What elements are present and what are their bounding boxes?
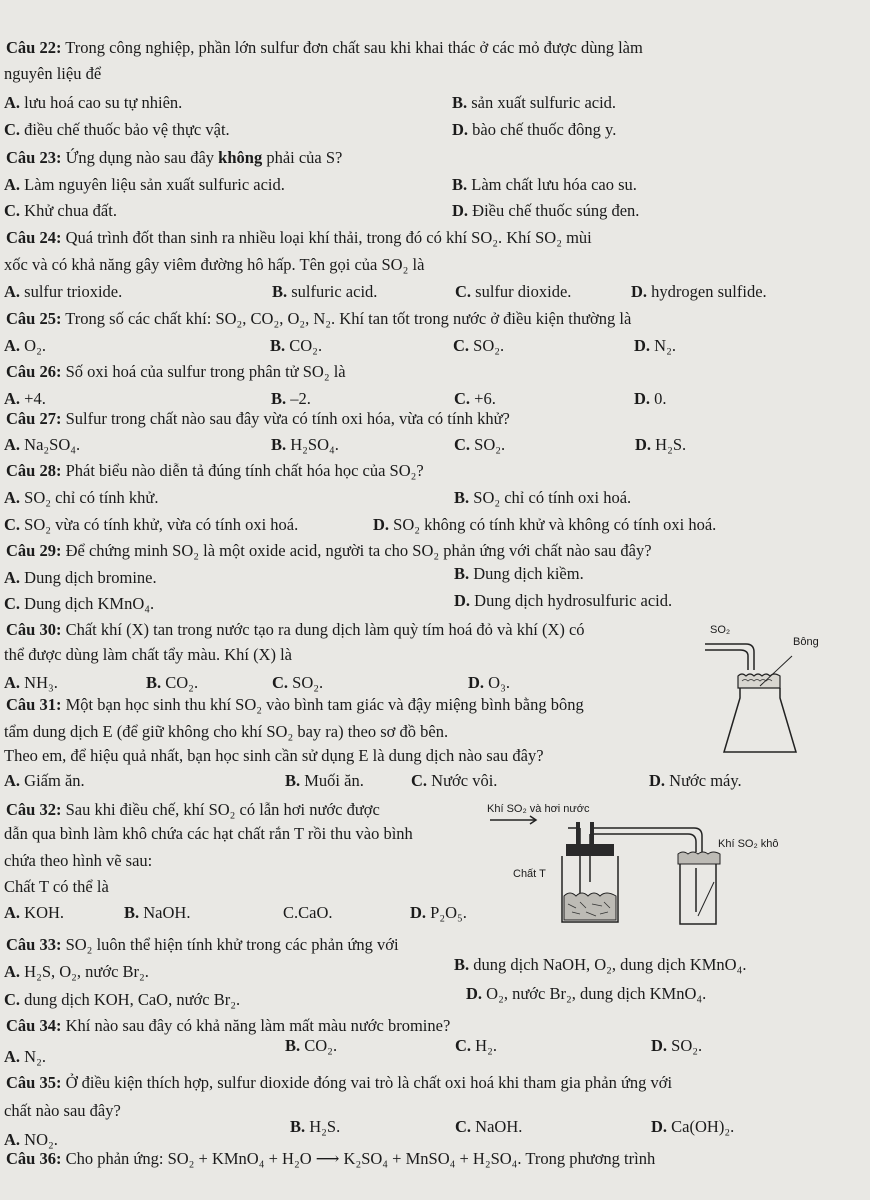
q28-option-d[interactable]: D. SO₂ không có tính khử và không có tính oxi hoá.	[373, 515, 717, 534]
q22-option-b[interactable]: B. sản xuất sulfuric acid.	[452, 93, 617, 112]
q24-stem-line1: Câu 24: Quá trình đốt than sinh ra nhiều loại khí thải, trong đó có khí SO₂. Khí SO₂ mùi	[6, 228, 592, 247]
q23-stem: Câu 23: Ứng dụng nào sau đây không phải của S?	[6, 148, 343, 167]
q27-stem: Câu 27: Sulfur trong chất nào sau đây vừa có tính oxi hóa, vừa có tính khử?	[6, 409, 510, 428]
q31-option-c[interactable]: C. Nước vôi.	[411, 771, 498, 790]
q22-option-a[interactable]: A. lưu hoá cao su tự nhiên.	[4, 93, 183, 112]
q27-option-c[interactable]: C. SO₂.	[454, 435, 506, 454]
fig-solid-t-label: Chất T	[513, 868, 546, 880]
q35-option-b[interactable]: B. H₂S.	[290, 1117, 341, 1136]
q29-option-b[interactable]: B. Dung dịch kiềm.	[454, 564, 584, 583]
q22-option-d[interactable]: D. bào chế thuốc đông y.	[452, 120, 617, 139]
fig-gas-out-label: Khí SO₂ khô	[718, 838, 779, 850]
q35-option-a[interactable]: A. NO₂.	[4, 1130, 58, 1149]
q24-stem-line2: xốc và có khả năng gây viêm đường hô hấp. Tên gọi của SO₂ là	[4, 255, 425, 274]
q31-stem-line1: Câu 31: Một bạn học sinh thu khí SO₂ vào bình tam giác và đậy miệng bình bằng bông	[6, 695, 584, 714]
q27-option-b[interactable]: B. H₂SO₄.	[271, 435, 339, 454]
q30-option-a[interactable]: A. NH₃.	[4, 673, 58, 692]
q27-option-a[interactable]: A. Na₂SO₄.	[4, 435, 81, 454]
q30-option-c[interactable]: C. SO₂.	[272, 673, 324, 692]
q22-option-c[interactable]: C. điều chế thuốc bảo vệ thực vật.	[4, 120, 230, 139]
q26-option-d[interactable]: D. 0.	[634, 389, 667, 408]
q29-option-c[interactable]: C. Dung dịch KMnO₄.	[4, 594, 155, 613]
q28-stem: Câu 28: Phát biểu nào diễn tả đúng tính chất hóa học của SO₂?	[6, 461, 424, 480]
q35-option-d[interactable]: D. Ca(OH)₂.	[651, 1117, 735, 1136]
q32-stem-line1: Câu 32: Sau khi điều chế, khí SO₂ có lẫn hơi nước được	[6, 800, 380, 819]
q26-option-b[interactable]: B. –2.	[271, 389, 311, 408]
q25-option-b[interactable]: B. CO₂.	[270, 336, 323, 355]
flask-apparatus-figure	[700, 636, 810, 766]
q23-option-a[interactable]: A. Làm nguyên liệu sản xuất sulfuric acid.	[4, 175, 285, 194]
q36-stem: Câu 36: Cho phản ứng: SO₂ + KMnO₄ + H₂O ⟶ K₂SO₄ + MnSO₄ + H₂SO₄. Trong phương trình	[6, 1149, 656, 1168]
fig-cotton-label: Bông	[793, 636, 819, 648]
q25-stem: Câu 25: Trong số các chất khí: SO₂, CO₂, O₂, N₂. Khí tan tốt trong nước ở điều kiện thường là	[6, 309, 632, 328]
q32-stem-line2: dẫn qua bình làm khô chứa các hạt chất rắn T rồi thu vào bình	[4, 824, 413, 843]
q23-option-b[interactable]: B. Làm chất lưu hóa cao su.	[452, 175, 637, 194]
q32-stem-line4: Chất T có thể là	[4, 877, 109, 896]
q24-option-a[interactable]: A. sulfur trioxide.	[4, 282, 123, 301]
q25-option-d[interactable]: D. N₂.	[634, 336, 676, 355]
q24-option-d[interactable]: D. hydrogen sulfide.	[631, 282, 767, 301]
q33-option-d[interactable]: D. O₂, nước Br₂, dung dịch KMnO₄.	[466, 984, 707, 1003]
q33-option-b[interactable]: B. dung dịch NaOH, O₂, dung dịch KMnO₄.	[454, 955, 747, 974]
q33-option-a[interactable]: A. H₂S, O₂, nước Br₂.	[4, 962, 149, 981]
q29-stem: Câu 29: Để chứng minh SO₂ là một oxide acid, người ta cho SO₂ phản ứng với chất nào sau đây?	[6, 541, 652, 560]
q26-stem: Câu 26: Số oxi hoá của sulfur trong phân tử SO₂ là	[6, 362, 346, 381]
q31-stem-line2: tẩm dung dịch E (để giữ không cho khí SO₂ bay ra) theo sơ đồ bên.	[4, 722, 449, 741]
q26-option-c[interactable]: C. +6.	[454, 389, 496, 408]
drying-apparatus-figure	[480, 812, 730, 932]
q30-option-b[interactable]: B. CO₂.	[146, 673, 199, 692]
q30-stem-line2: thể được dùng làm chất tẩy màu. Khí (X) là	[4, 645, 293, 664]
q35-stem-line1: Câu 35: Ở điều kiện thích hợp, sulfur dioxide đóng vai trò là chất oxi hoá khi tham gia phản ứng với	[6, 1073, 673, 1092]
q27-option-d[interactable]: D. H₂S.	[635, 435, 687, 454]
fig-so2-label: SO₂	[710, 624, 731, 636]
q34-option-a[interactable]: A. N₂.	[4, 1047, 46, 1066]
q22-stem-line1: Câu 22: Trong công nghiệp, phần lớn sulfur đơn chất sau khi khai thác ở các mỏ được dùng làm	[6, 38, 643, 57]
q32-option-b[interactable]: B. NaOH.	[124, 903, 191, 922]
q25-option-c[interactable]: C. SO₂.	[453, 336, 505, 355]
q34-option-c[interactable]: C. H₂.	[455, 1036, 497, 1055]
q28-option-c[interactable]: C. SO₂ vừa có tính khử, vừa có tính oxi hoá.	[4, 515, 299, 534]
q24-option-b[interactable]: B. sulfuric acid.	[272, 282, 378, 301]
q29-option-d[interactable]: D. Dung dịch hydrosulfuric acid.	[454, 591, 673, 610]
q33-stem: Câu 33: SO₂ luôn thể hiện tính khử trong các phản ứng với	[6, 935, 399, 954]
q26-option-a[interactable]: A. +4.	[4, 389, 46, 408]
q30-stem-line1: Câu 30: Chất khí (X) tan trong nước tạo ra dung dịch làm quỳ tím hoá đỏ và khí (X) có	[6, 620, 585, 639]
q34-stem: Câu 34: Khí nào sau đây có khả năng làm mất màu nước bromine?	[6, 1016, 451, 1035]
q32-option-a[interactable]: A. KOH.	[4, 903, 65, 922]
q25-option-a[interactable]: A. O₂.	[4, 336, 46, 355]
q30-option-d[interactable]: D. O₃.	[468, 673, 510, 692]
q35-stem-line2: chất nào sau đây?	[4, 1101, 121, 1120]
q34-option-b[interactable]: B. CO₂.	[285, 1036, 338, 1055]
q28-option-a[interactable]: A. SO₂ chỉ có tính khử.	[4, 488, 159, 507]
q23-option-d[interactable]: D. Điều chế thuốc súng đen.	[452, 201, 640, 220]
q32-option-d[interactable]: D. P₂O₅.	[410, 903, 467, 922]
q31-option-a[interactable]: A. Giấm ăn.	[4, 771, 85, 790]
q34-option-d[interactable]: D. SO₂.	[651, 1036, 703, 1055]
q22-stem-line2: nguyên liệu để	[4, 64, 102, 83]
q31-option-d[interactable]: D. Nước máy.	[649, 771, 742, 790]
q31-stem-line3: Theo em, để hiệu quả nhất, bạn học sinh cần sử dụng E là dung dịch nào sau đây?	[4, 746, 544, 765]
q32-option-c[interactable]: C.CaO.	[283, 903, 333, 922]
q29-option-a[interactable]: A. Dung dịch bromine.	[4, 568, 157, 587]
fig-gas-in-label: Khí SO₂ và hơi nước	[487, 803, 590, 815]
q35-option-c[interactable]: C. NaOH.	[455, 1117, 523, 1136]
q33-option-c[interactable]: C. dung dịch KOH, CaO, nước Br₂.	[4, 990, 241, 1009]
q28-option-b[interactable]: B. SO₂ chỉ có tính oxi hoá.	[454, 488, 632, 507]
q23-option-c[interactable]: C. Khử chua đất.	[4, 201, 117, 220]
q32-stem-line3: chứa theo hình vẽ sau:	[4, 851, 153, 870]
q31-option-b[interactable]: B. Muối ăn.	[285, 771, 364, 790]
q24-option-c[interactable]: C. sulfur dioxide.	[455, 282, 572, 301]
